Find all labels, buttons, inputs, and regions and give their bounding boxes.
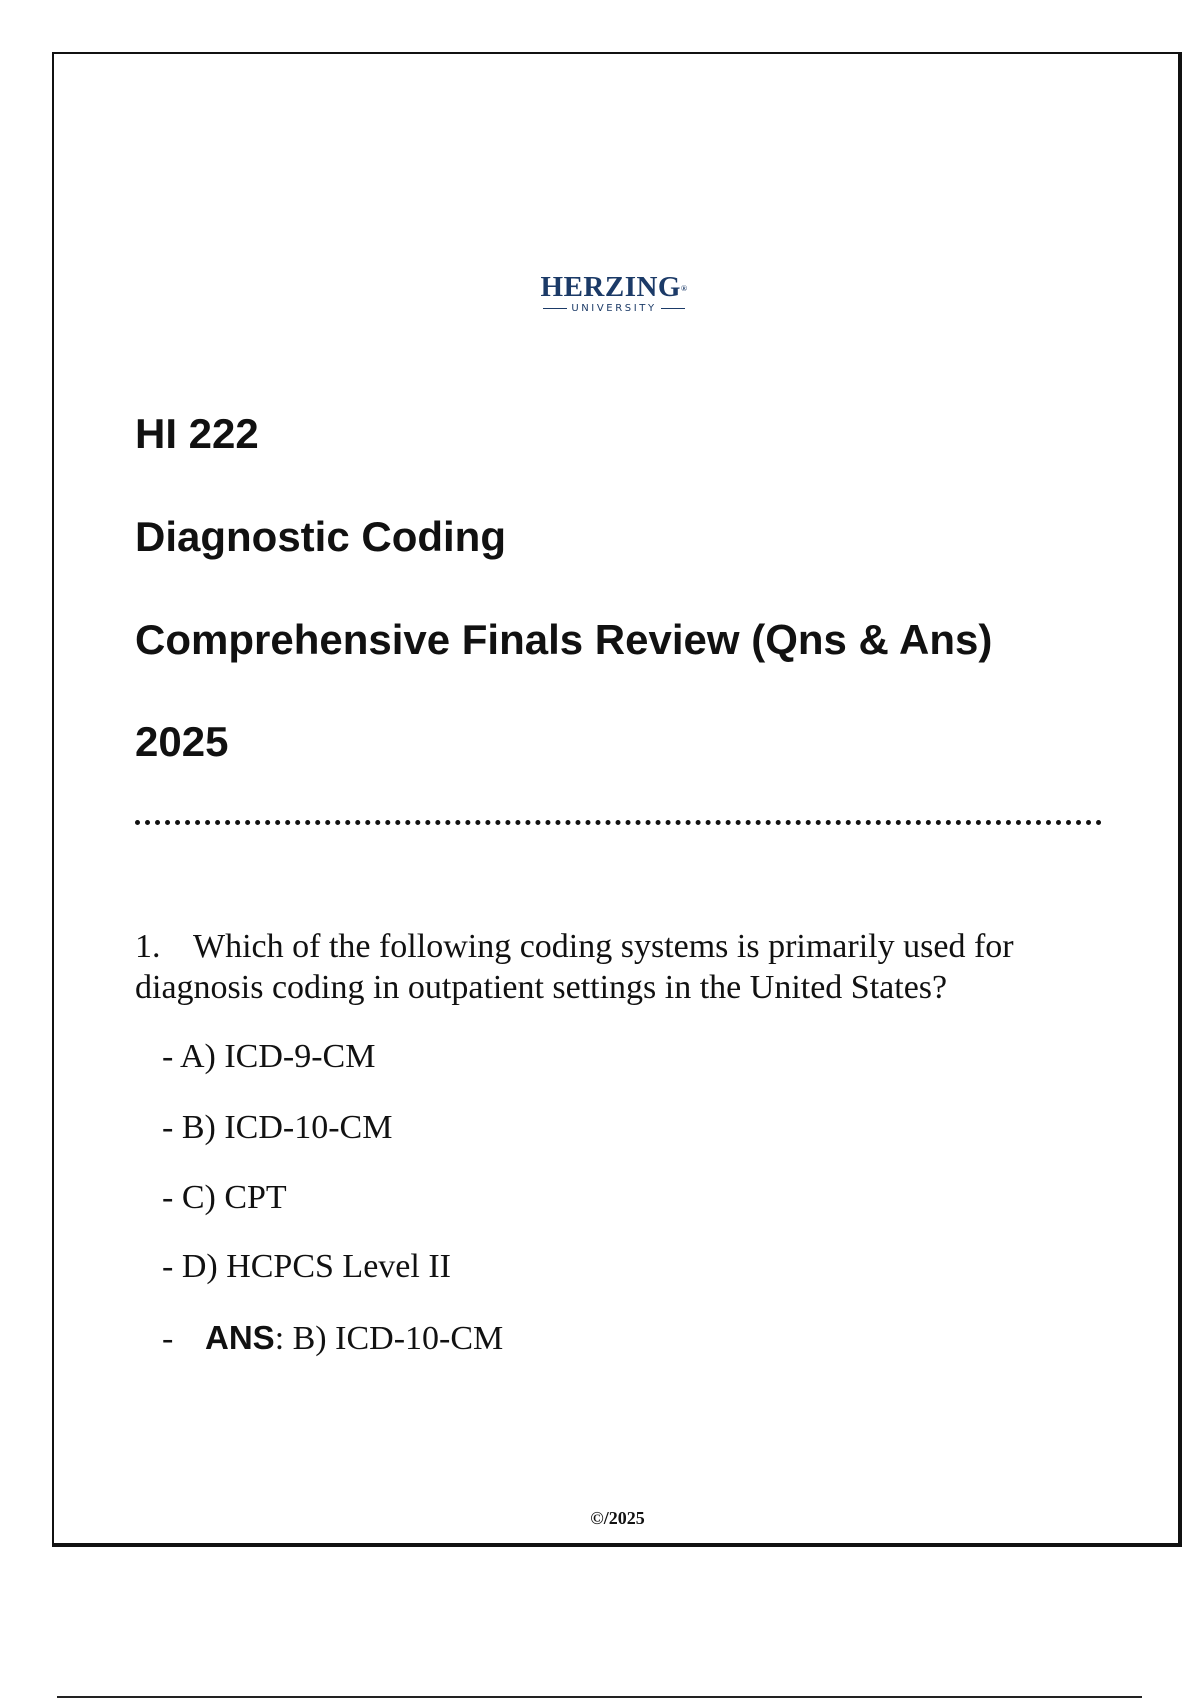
option-d: - D) HCPCS Level II [162, 1248, 451, 1285]
year-heading: 2025 [135, 718, 229, 765]
logo-wordmark: HERZING® [540, 271, 688, 303]
logo-subtitle: UNIVERSITY [534, 303, 694, 314]
option-c: - C) CPT [162, 1179, 287, 1216]
question-number: 1. [135, 928, 161, 965]
answer-dash: - [162, 1320, 174, 1357]
copyright-footer: ©/2025 [590, 1508, 645, 1528]
review-title-heading: Comprehensive Finals Review (Qns & Ans) [135, 616, 993, 663]
subject-heading: Diagnostic Coding [135, 513, 506, 560]
answer-line [162, 1318, 503, 1359]
question-text: Which of the following coding systems is primarily used for diagnosis coding in outpatient settings in the United States? [135, 928, 1014, 1006]
option-a: - A) ICD-9-CM [162, 1038, 376, 1075]
option-b: - B) ICD-10-CM [162, 1109, 393, 1146]
herzing-university-logo [534, 272, 694, 314]
dotted-divider [135, 820, 1102, 825]
question-1 [135, 926, 1095, 1008]
answer-label: ANS [205, 1319, 275, 1356]
answer-value: : B) ICD-10-CM [274, 1320, 504, 1357]
course-code-heading: HI 222 [135, 410, 259, 457]
bottom-divider [57, 1696, 1142, 1698]
